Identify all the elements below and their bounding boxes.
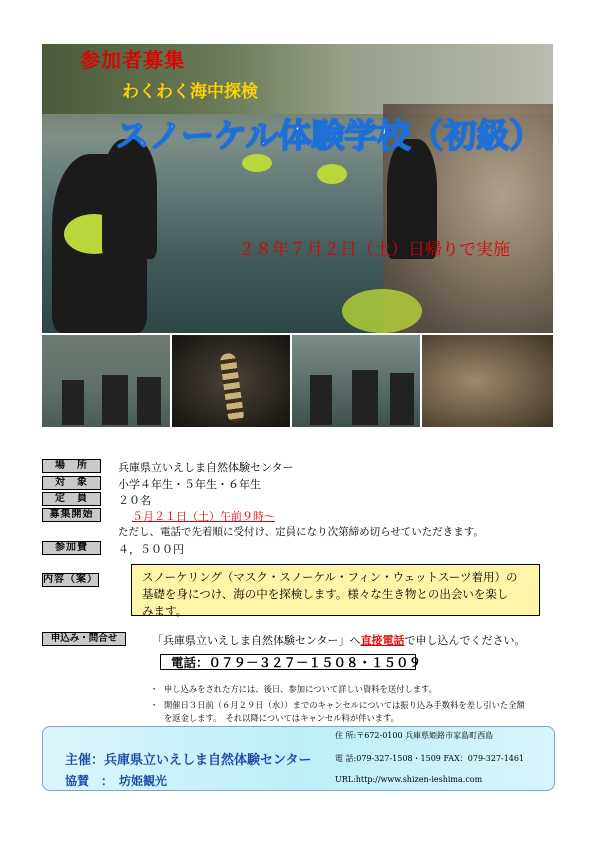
- photo-thumbnail: [42, 335, 170, 427]
- hero-photo: [42, 44, 553, 333]
- fee-label: 参加費: [42, 541, 101, 555]
- snorkeler-cap: [317, 164, 347, 184]
- snorkeler-figure: [102, 139, 157, 259]
- website-url[interactable]: URL:http://www.shizen-ieshima.com: [335, 775, 483, 784]
- apply-instructions: [152, 632, 526, 648]
- fee-value: ４，５００円: [118, 543, 184, 556]
- content-text-line: スノーケリング（マスク・スノーケル・フィン・ウェットスーツ着用）の: [142, 570, 518, 584]
- recruit-start-label: 募集開始: [42, 508, 101, 522]
- event-title: スノーケル体験学校（初級）: [116, 116, 543, 155]
- apply-text: 「兵庫県立いえしま自然体験センター」へ: [152, 634, 361, 647]
- photo-thumbnail: [172, 335, 290, 427]
- recruit-note: ただし、電話で先着順に受付け、定員になり次第締め切らせていただきます。: [118, 526, 484, 538]
- apply-label: 申込み・問合せ: [42, 632, 126, 646]
- target-value: 小学４年生・５年生・６年生: [118, 478, 261, 491]
- recruit-start-value: ５月２１日（土）午前９時～: [132, 510, 275, 523]
- recruit-heading: 参加者募集: [80, 48, 185, 72]
- note-item: ・ 申し込みをされた方には、後日、参加について詳しい資料を送付します。: [150, 684, 437, 694]
- apply-text: で申し込んでください。: [404, 634, 526, 647]
- contact-phone-fax: 電 話:079-327-1508・1509 FAX：079-327-1461: [335, 754, 525, 763]
- location-value: 兵庫県立いえしま自然体験センター: [118, 461, 294, 474]
- content-text-line: 基礎を身につけ、海の中を探検します。様々な生き物との出会いを楽し: [142, 587, 509, 601]
- capacity-label: 定 員: [42, 492, 101, 506]
- content-text-line: みます。: [142, 604, 188, 618]
- fish-figure: [219, 352, 245, 424]
- location-label: 場 所: [42, 459, 101, 473]
- content-label: 内容（案）: [43, 574, 98, 585]
- photo-thumbnail: [422, 335, 553, 427]
- snorkeler-cap: [342, 289, 422, 333]
- target-label: 対 象: [42, 476, 101, 490]
- photo-thumbnail: [292, 335, 420, 427]
- cosponsor: 協賛 ： 坊姫観光: [65, 774, 168, 788]
- event-subtitle: わくわく海中探検: [122, 82, 258, 102]
- apply-emphasis: 直接電話: [360, 634, 405, 647]
- organizer: 主催：兵庫県立いえしま自然体験センター: [65, 753, 312, 768]
- event-date: ２８年７月２日（土）日帰りで実施: [238, 240, 510, 260]
- organizer-box: [42, 726, 555, 791]
- phone-box[interactable]: 電話：０７９－３２７－１５０８・１５０９: [160, 654, 416, 670]
- address: 住 所:〒672-0100 兵庫県姫路市家島町西島: [335, 731, 494, 740]
- content-box: [131, 564, 540, 616]
- note-item: ・ 開催日３日前（６月２９日（水））までのキャンセルについては振り込み手数料を差し引いた全額: [150, 700, 525, 710]
- note-item-continued: を返金します。 それ以降についてはキャンセル料が伴います。: [164, 713, 399, 723]
- capacity-value: ２０名: [118, 494, 151, 507]
